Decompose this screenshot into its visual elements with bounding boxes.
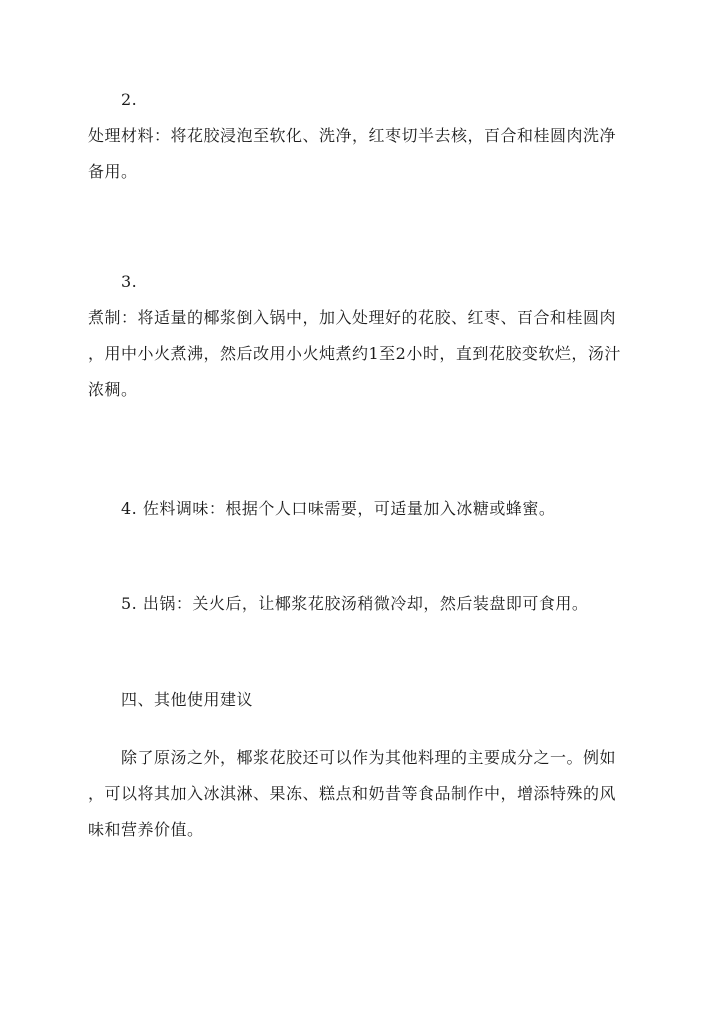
step-3-line-1: 煮制：将适量的椰浆倒入锅中，加入处理好的花胶、红枣、百合和桂圆肉	[88, 308, 617, 327]
section-4-heading: 四、其他使用建议	[121, 690, 254, 709]
section-4-line-1: 除了原汤之外，椰浆花胶还可以作为其他料理的主要成分之一。例如	[121, 748, 617, 767]
step-5	[88, 586, 668, 622]
step-2	[88, 82, 668, 190]
step-4-text: 4. 佐料调味：根据个人口味需要，可适量加入冰糖或蜂蜜。	[121, 499, 556, 518]
step-4	[88, 491, 668, 527]
step-3	[88, 264, 668, 408]
step-2-number: 2.	[121, 90, 138, 109]
step-2-line-1: 处理材料：将花胶浸泡至软化、洗净，红枣切半去核，百合和桂圆肉洗净	[88, 126, 617, 145]
step-5-text: 5. 出锅：关火后，让椰浆花胶汤稍微冷却，然后装盘即可食用。	[121, 594, 589, 613]
step-3-number: 3.	[121, 272, 138, 291]
step-3-line-2: ，用中小火煮沸，然后改用小火炖煮约1至2小时，直到花胶变软烂，汤汁	[88, 344, 621, 363]
section-4	[88, 682, 668, 718]
step-2-line-2: 备用。	[88, 162, 138, 181]
step-3-line-3: 浓稠。	[88, 380, 138, 399]
section-4-line-2: ，可以将其加入冰淇淋、果冻、糕点和奶昔等食品制作中，增添特殊的风	[88, 784, 617, 803]
section-4-line-3: 味和营养价值。	[88, 820, 204, 839]
section-4-paragraph	[88, 740, 668, 848]
